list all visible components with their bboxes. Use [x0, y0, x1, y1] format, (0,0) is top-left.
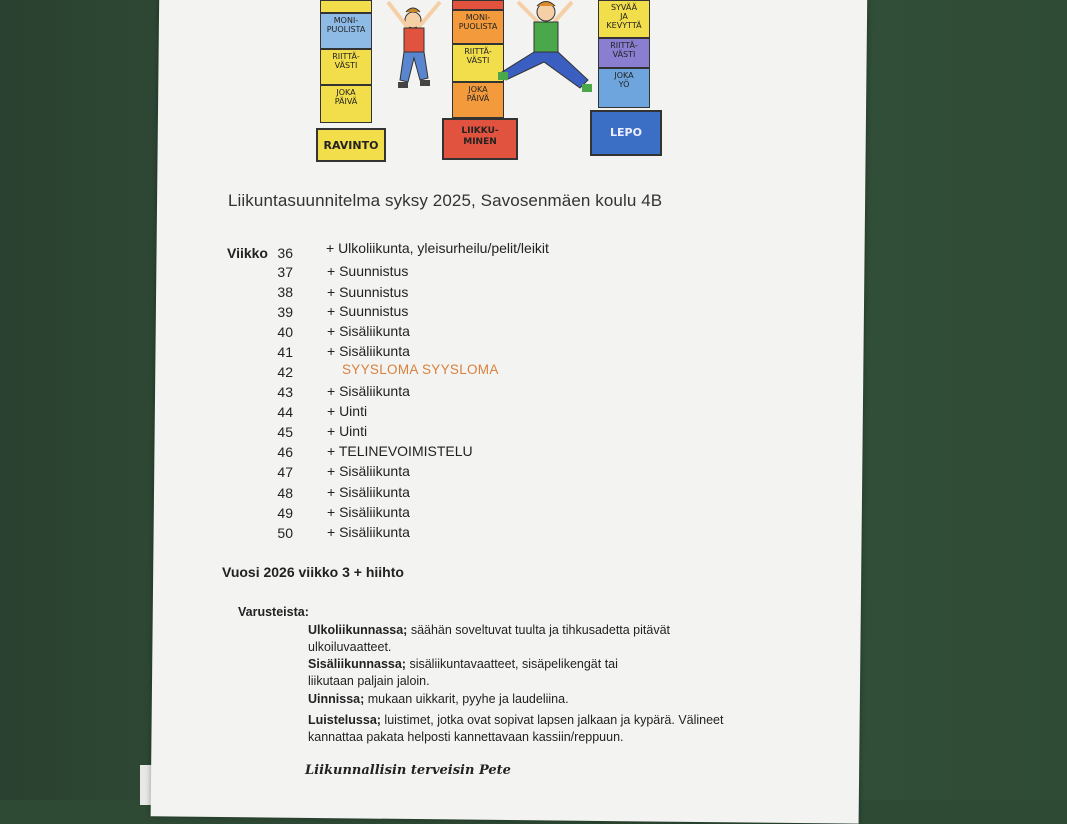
pillar-block: RIITTÄ- VÄSTI	[320, 49, 372, 85]
health-pillars-illustration	[310, 0, 680, 165]
week-activity: + Sisäliikunta	[327, 383, 410, 399]
week-activity: + Suunnistus	[327, 263, 409, 279]
week-activity: + Sisäliikunta	[327, 484, 410, 500]
signature: Liikunnallisin terveisin Pete	[305, 763, 511, 778]
pillar-base: LEPO	[590, 110, 662, 156]
pillar-block-top	[320, 0, 372, 13]
week-number: 48	[277, 485, 293, 501]
equipment-term: Sisäliikunnassa;	[308, 657, 406, 671]
week-activity: + Ulkoliikunta, yleisurheilu/pelit/leikit	[326, 240, 549, 256]
equipment-item	[308, 712, 768, 746]
document-title: Liikuntasuunnitelma syksy 2025, Savosenmäen koulu 4B	[228, 191, 663, 210]
week-number: 40	[277, 324, 293, 340]
week-label: Viikko	[227, 245, 268, 261]
week-activity: + Sisäliikunta	[327, 524, 410, 540]
equipment-term: Luistelussa;	[308, 713, 381, 727]
pillar-block: RIITTÄ- VÄSTI	[598, 38, 650, 68]
equipment-text: säähän soveltuvat tuulta ja tihkusadetta pitävät	[407, 623, 671, 637]
week-number: 47	[277, 464, 293, 480]
week-activity: + TELINEVOIMISTELU	[327, 443, 473, 459]
equipment-text: mukaan uikkarit, pyyhe ja laudeliina.	[364, 692, 569, 706]
equipment-term: Ulkoliikunnassa;	[308, 623, 408, 637]
equipment-term: Uinnissa;	[308, 692, 365, 706]
pillar-lepo	[598, 0, 662, 165]
equipment-title: Varusteista:	[238, 605, 309, 619]
week-activity: + Sisäliikunta	[327, 323, 410, 339]
equipment-text: sisäliikuntavaatteet, sisäpelikengät tai	[405, 657, 618, 671]
equipment-text-cont: ulkoiluvaatteet.	[308, 640, 392, 654]
equipment-text: luistimet, jotka ovat sopivat lapsen jalkaan ja kypärä. Välineet	[380, 713, 724, 727]
pillar-block: RIITTÄ- VÄSTI	[452, 44, 504, 82]
pillar-block: JOKA PÄIVÄ	[320, 85, 372, 123]
kid-jumping-figure	[496, 0, 596, 105]
week-number: 50	[277, 525, 293, 541]
holiday-activity: SYYSLOMA SYYSLOMA	[342, 362, 499, 377]
week-number: 49	[277, 505, 293, 521]
week-activity: + Uinti	[327, 423, 368, 439]
pillar-block: JOKA YÖ	[598, 68, 650, 108]
week-number: 38	[277, 284, 293, 300]
equipment-item	[308, 622, 768, 656]
week-number: 45	[277, 424, 293, 440]
week-number: 44	[277, 404, 293, 420]
week-number: 46	[277, 444, 293, 460]
pillar-block: MONI- PUOLISTA	[320, 13, 372, 49]
equipment-item	[308, 691, 768, 708]
week-activity: + Sisäliikunta	[327, 343, 410, 359]
week-number: 36	[277, 245, 293, 261]
kid-hanging-figure	[378, 0, 448, 100]
week-number: 37	[277, 264, 293, 280]
pillar-block: MONI- PUOLISTA	[452, 10, 504, 44]
pillar-base: RAVINTO	[316, 128, 386, 162]
week-number: 39	[277, 304, 293, 320]
pillar-ravinto	[320, 0, 380, 165]
week-activity: + Sisäliikunta	[327, 463, 410, 479]
week-activity: + Sisäliikunta	[327, 504, 410, 520]
pillar-block: JOKA PÄIVÄ	[452, 82, 504, 118]
week-activity: + Suunnistus	[327, 284, 409, 300]
equipment-item	[308, 656, 768, 690]
week-number: 41	[277, 344, 293, 360]
equipment-text-cont: liikutaan paljain jaloin.	[308, 674, 430, 688]
pillar-base: LIIKKU- MINEN	[442, 118, 518, 160]
pillar-block: SYVÄÄ JA KEVYTTÄ	[598, 0, 650, 38]
week-activity: + Uinti	[327, 403, 368, 419]
year-line: Vuosi 2026 viikko 3 + hiihto	[222, 564, 404, 580]
week-activity: + Suunnistus	[327, 303, 409, 319]
week-number: 42	[277, 364, 293, 380]
equipment-text-cont: kannattaa pakata helposti kannettavaan kassiin/reppuun.	[308, 730, 624, 744]
week-number: 43	[277, 384, 293, 400]
